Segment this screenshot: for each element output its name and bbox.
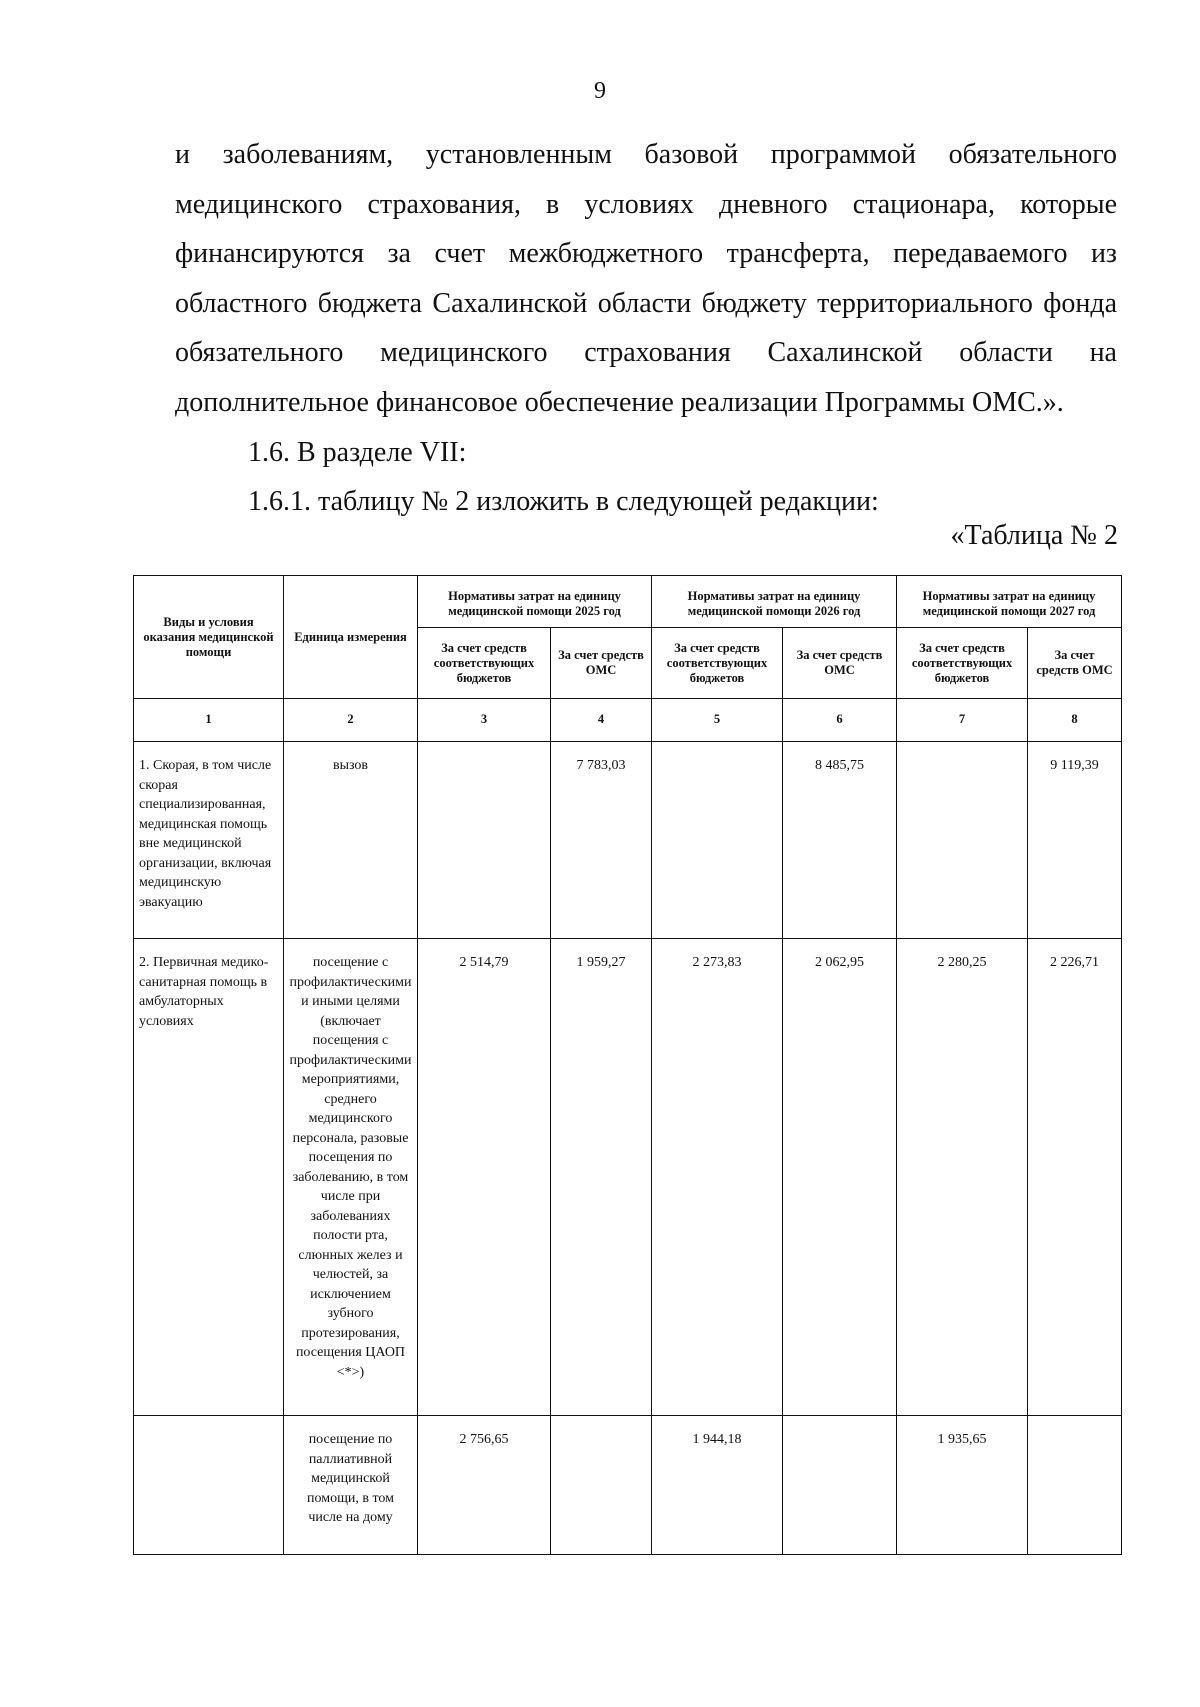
column-number: 8 bbox=[1028, 699, 1122, 742]
cell-value: 7 783,03 bbox=[551, 742, 652, 939]
subheader-budget-2026: За счет средств соответствующих бюджетов bbox=[652, 628, 783, 699]
cell-value bbox=[1028, 1416, 1122, 1555]
column-number: 5 bbox=[652, 699, 783, 742]
paragraph-section-7: 1.6. В разделе VII: bbox=[248, 436, 467, 468]
column-number: 2 bbox=[284, 699, 418, 742]
body-text bbox=[175, 130, 1117, 527]
subheader-oms-2027: За счет средств ОМС bbox=[1028, 628, 1122, 699]
cell-value: 1 944,18 bbox=[652, 1416, 783, 1555]
subheader-oms-2025: За счет средств ОМС bbox=[551, 628, 652, 699]
table-row bbox=[134, 742, 1122, 939]
table-caption: «Таблица № 2 bbox=[950, 520, 1118, 551]
cell-unit: посещение по паллиативной медицинской помощи, в том числе на дому bbox=[284, 1416, 418, 1555]
table-row bbox=[134, 1416, 1122, 1555]
cell-kind bbox=[134, 1416, 284, 1555]
cell-value: 2 756,65 bbox=[418, 1416, 551, 1555]
cell-kind: 1. Скорая, в том числе скорая специализированная, медицинская помощь вне медицинской организации, включая медицинскую эвакуацию bbox=[134, 742, 284, 939]
subheader-budget-2025: За счет средств соответствующих бюджетов bbox=[418, 628, 551, 699]
norms-table bbox=[133, 575, 1122, 1555]
header-row bbox=[134, 576, 1122, 628]
column-number: 3 bbox=[418, 699, 551, 742]
subheader-oms-2026: За счет средств ОМС bbox=[783, 628, 897, 699]
header-kind: Виды и условия оказания медицинской помощи bbox=[134, 576, 284, 699]
table-row bbox=[134, 939, 1122, 1416]
cell-value bbox=[897, 742, 1028, 939]
cell-value: 9 119,39 bbox=[1028, 742, 1122, 939]
cell-kind: 2. Первичная медико-санитарная помощь в амбулаторных условиях bbox=[134, 939, 284, 1416]
column-number-row bbox=[134, 699, 1122, 742]
header-year-2027: Нормативы затрат на единицу медицинской помощи 2027 год bbox=[897, 576, 1122, 628]
column-number: 7 bbox=[897, 699, 1028, 742]
subheader-budget-2027: За счет средств соответствующих бюджетов bbox=[897, 628, 1028, 699]
cell-unit: посещение с профилактическими и иными целями (включает посещения с профилактическими мероприятиями, среднего медицинского персонала, разовые посещения по заболеванию, в том числе при заболеваниях полости рта, слюнных желез и челюстей, за исключением зубного протезирования, посещения ЦАОП <*>) bbox=[284, 939, 418, 1416]
cell-value: 2 514,79 bbox=[418, 939, 551, 1416]
column-number: 4 bbox=[551, 699, 652, 742]
column-number: 1 bbox=[134, 699, 284, 742]
cell-value: 1 959,27 bbox=[551, 939, 652, 1416]
cell-value bbox=[652, 742, 783, 939]
cell-value bbox=[783, 1416, 897, 1555]
cell-value: 2 280,25 bbox=[897, 939, 1028, 1416]
cell-value bbox=[551, 1416, 652, 1555]
cell-value: 2 273,83 bbox=[652, 939, 783, 1416]
paragraph-table-instruction: 1.6.1. таблицу № 2 изложить в следующей редакции: bbox=[248, 486, 879, 518]
cell-value: 8 485,75 bbox=[783, 742, 897, 939]
paragraph-continuation: и заболеваниям, установленным базовой программой обязательного медицинского страхования, в условиях дневного стационара, которые финансируются за счет межбюджетного трансферта, передаваемого из областного бюджета Сахалинской области бюджету территориального фонда обязательного медицинского страхования Сахалинской области на дополнительное финансовое обеспечение реализации Программы ОМС.». bbox=[175, 139, 1117, 418]
header-year-2025: Нормативы затрат на единицу медицинской помощи 2025 год bbox=[418, 576, 652, 628]
cell-unit: вызов bbox=[284, 742, 418, 939]
header-year-2026: Нормативы затрат на единицу медицинской помощи 2026 год bbox=[652, 576, 897, 628]
cell-value: 1 935,65 bbox=[897, 1416, 1028, 1555]
page-number: 9 bbox=[594, 78, 606, 104]
cell-value: 2 062,95 bbox=[783, 939, 897, 1416]
column-number: 6 bbox=[783, 699, 897, 742]
cell-value bbox=[418, 742, 551, 939]
cell-value: 2 226,71 bbox=[1028, 939, 1122, 1416]
header-unit: Единица измерения bbox=[284, 576, 418, 699]
